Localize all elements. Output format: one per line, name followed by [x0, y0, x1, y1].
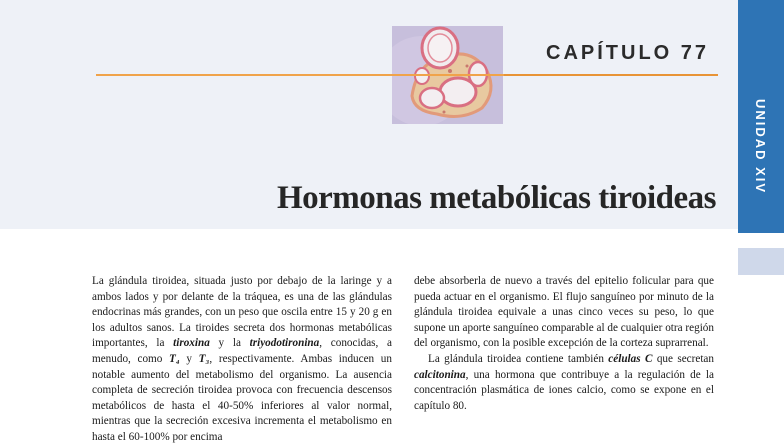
term-calcitonina: calcitonina	[414, 368, 466, 381]
unit-side-tab	[738, 0, 784, 233]
chapter-label: CAPÍTULO 77	[546, 42, 710, 64]
term-triyodotironina: triyodotironina	[249, 337, 320, 350]
term-t3: T₃	[198, 352, 210, 365]
body-column-right	[414, 274, 714, 414]
body-paragraph: La glándula tiroidea, situada justo por debajo de la laringe y a ambos lados y por delante de la tráquea, es una de las glándulas endocrinas más grandes, con un peso que oscila entre 15 y 20 g en los adultos sanos. La tiroides secreta dos hormonas metabólicas importantes, la tiroxina y la triyodotironina, conocidas, a menudo, como T₄ y T₃, respectivamente. Ambas inducen un notable aumento del metabolismo del organismo. La ausencia completa de secreción tiroidea provoca con frecuencia descensos metabólicos de hasta el 40-50% inferiores al valor normal, mientras que la secreción excesiva incrementa el metabolismo en hasta el 60-100% por encima	[92, 275, 392, 443]
term-t4: T₄	[169, 352, 180, 365]
chapter-rule-accent	[504, 74, 718, 76]
term-tiroxina: tiroxina	[173, 337, 210, 350]
body-column-left	[92, 274, 392, 446]
body-paragraph: debe absorberla de nuevo a través del epitelio folicular para que pueda actuar en el organismo. El flujo sanguíneo por minuto de la glándula tiroidea equivale a unas cinco veces su peso, lo que supone un aporte sanguíneo comparable al de cualquier otra región del organismo, con la posible excepción de la corteza suprarrenal.	[414, 275, 714, 350]
body-paragraph: La glándula tiroidea contiene también células C que secretan calcitonina, una hormona que contribuye a la regulación de la concentración plasmática de iones calcio, como se expone en el capítulo 80.	[414, 352, 714, 412]
term-celulas-c: células C	[608, 352, 653, 365]
chapter-title: Hormonas metabólicas tiroideas	[276, 180, 716, 216]
side-tab-lower-block	[738, 248, 784, 275]
unit-label: UNIDAD XIV	[753, 98, 769, 195]
